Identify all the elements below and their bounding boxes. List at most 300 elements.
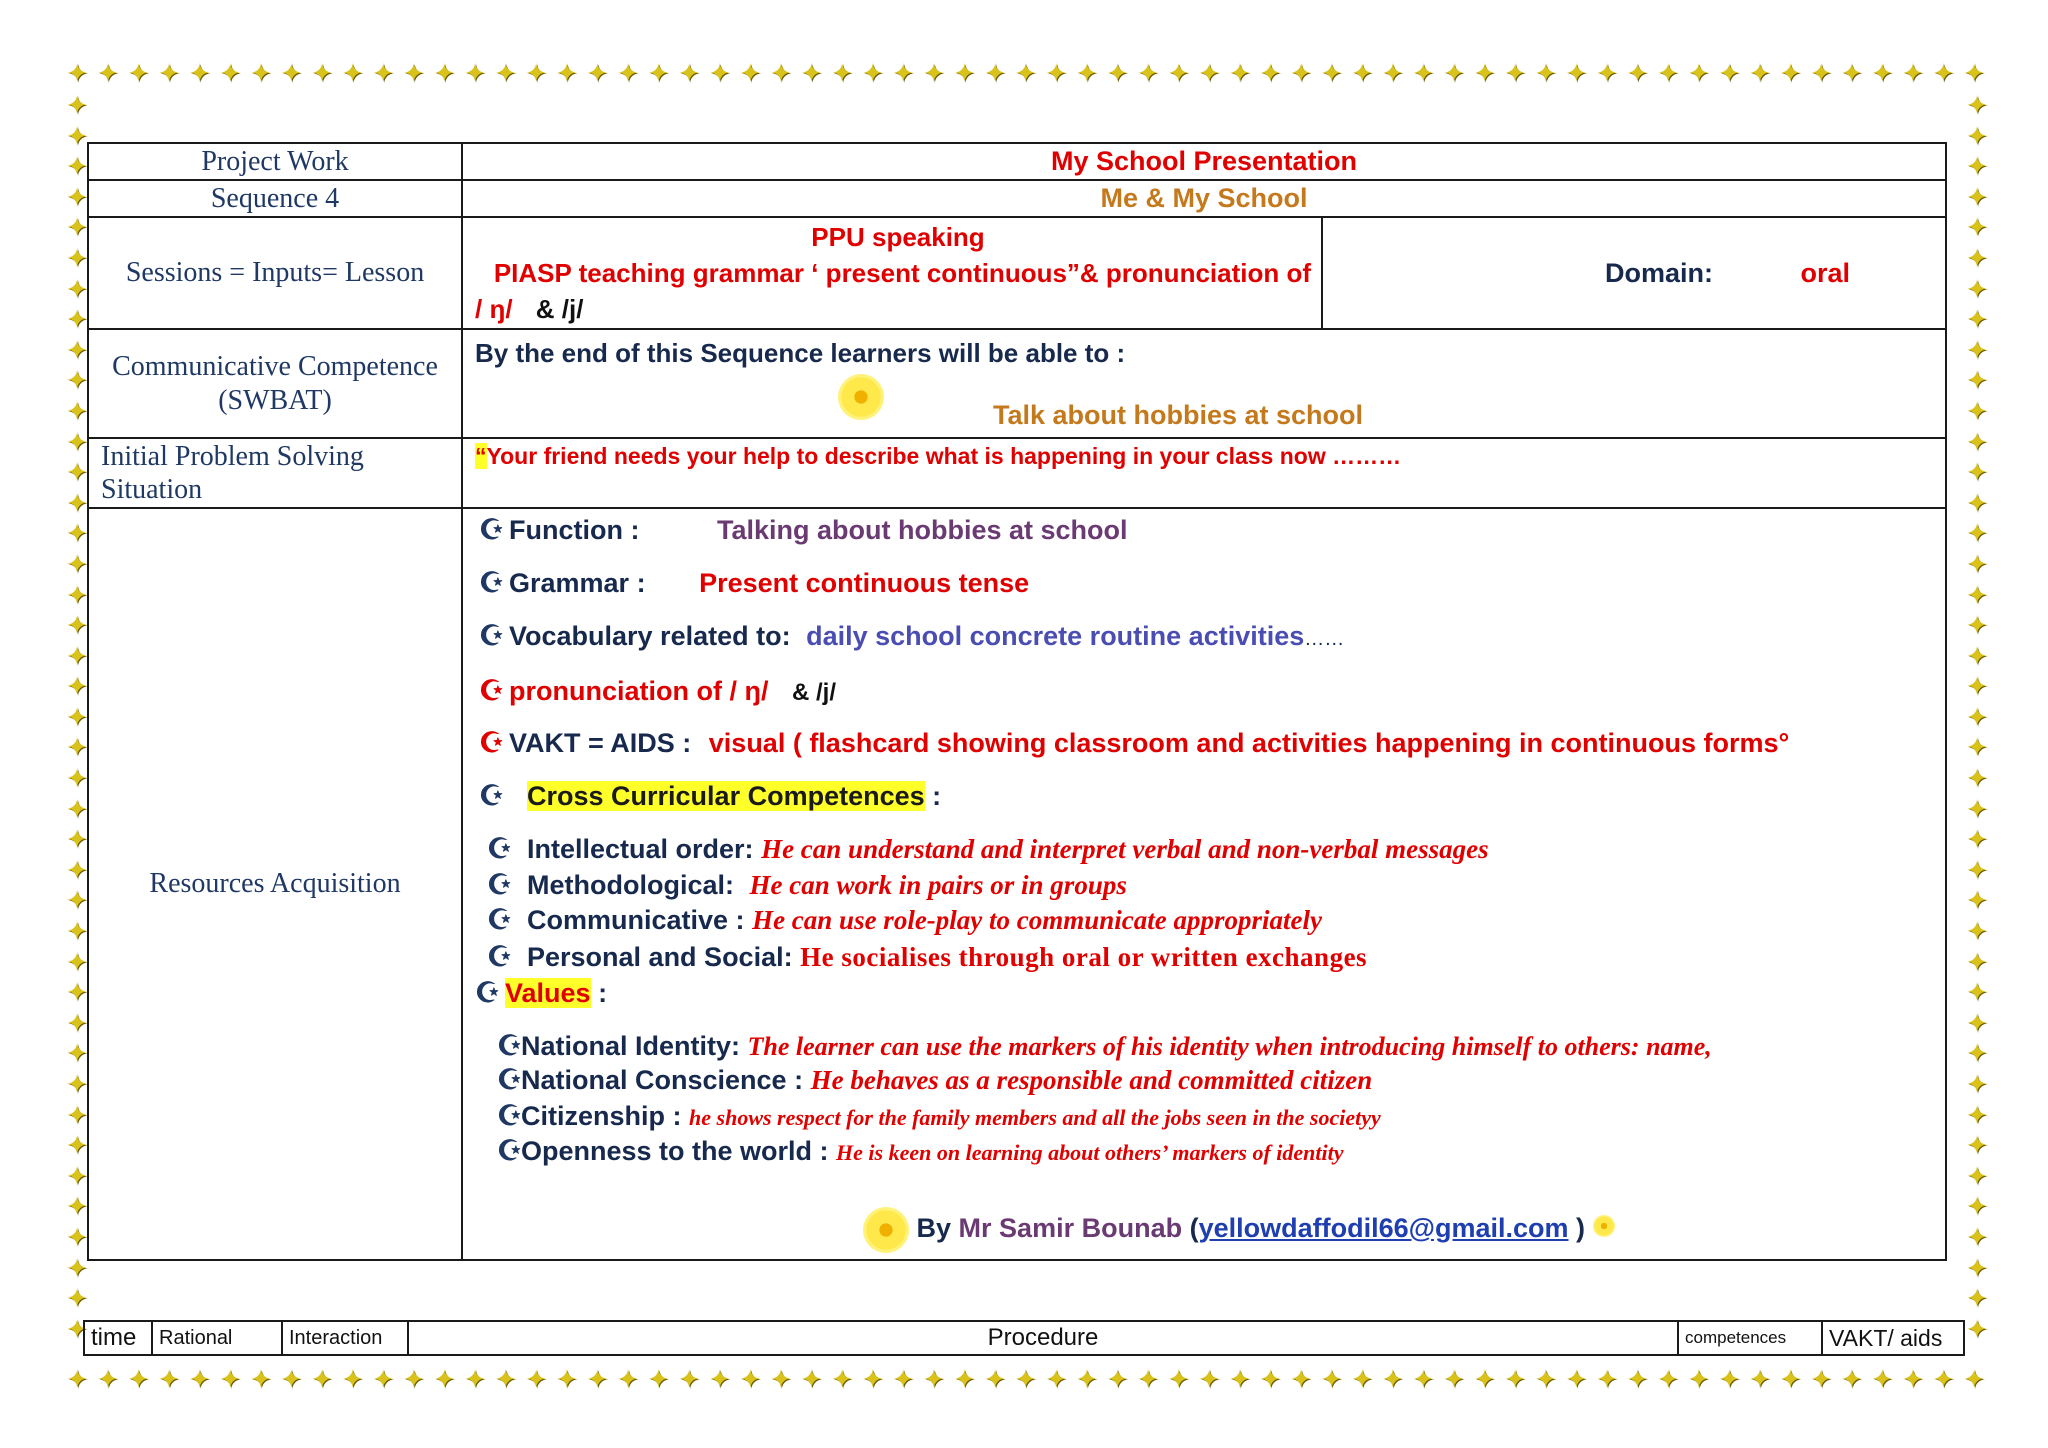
- star-figure-icon: ✦: [1963, 1364, 1985, 1394]
- star-figure-icon: ✦: [66, 426, 88, 457]
- star-figure-icon: ✦: [66, 824, 88, 855]
- star-figure-icon: ✦: [1412, 58, 1435, 88]
- star-figure-icon: ✦: [1045, 1364, 1068, 1394]
- star-figure-icon: ✦: [555, 58, 578, 88]
- star-figure-icon: ✦: [1966, 977, 1988, 1008]
- star-figure-icon: ✦: [1966, 273, 1988, 304]
- star-figure-icon: ✦: [1966, 1007, 1988, 1038]
- star-figure-icon: ✦: [464, 58, 486, 88]
- star-figure-icon: ✦: [1351, 58, 1374, 88]
- star-figure-icon: ✦: [1687, 58, 1710, 88]
- star-figure-icon: ✦: [678, 58, 701, 88]
- bullet-icon: ☪: [475, 977, 501, 1008]
- bullet-icon: ☪: [487, 833, 513, 864]
- star-figure-icon: ✦: [494, 58, 517, 88]
- star-figure-icon: ✦: [708, 1364, 731, 1394]
- star-figure-icon: ✦: [66, 90, 88, 120]
- bullet-icon: ☪: [497, 1030, 523, 1061]
- star-figure-icon: ✦: [1932, 1364, 1955, 1394]
- pronunciation-value: & /j/: [791, 679, 836, 706]
- star-figure-icon: ✦: [1626, 58, 1649, 88]
- vocabulary-value: daily school concrete routine activities: [806, 621, 1305, 651]
- openness-label: Openness to the world :: [521, 1136, 829, 1166]
- bullet-icon: ☪: [497, 1100, 523, 1131]
- star-figure-icon: ✦: [1966, 854, 1988, 885]
- star-figure-icon: ✦: [1966, 916, 1988, 947]
- star-figure-icon: ✦: [1902, 58, 1924, 88]
- domain-cell: [1322, 217, 1946, 329]
- star-figure-icon: ✦: [1626, 1364, 1649, 1394]
- star-figure-icon: ✦: [1137, 58, 1159, 88]
- star-figure-icon: ✦: [372, 58, 395, 88]
- ccc-colon: :: [932, 781, 942, 811]
- function-line: [479, 513, 1128, 546]
- session-line-1: PPU speaking: [811, 222, 985, 252]
- star-figure-icon: ✦: [372, 1364, 395, 1394]
- star-figure-icon: ✦: [341, 1364, 364, 1394]
- values-label: Values: [505, 978, 591, 1008]
- star-figure-icon: ✦: [1596, 58, 1618, 88]
- star-figure-icon: ✦: [1966, 487, 1988, 518]
- star-figure-icon: ✦: [1810, 1364, 1833, 1394]
- star-figure-icon: ✦: [66, 120, 88, 151]
- star-figure-icon: ✦: [66, 1099, 88, 1130]
- project-title: My School Presentation: [462, 143, 1946, 180]
- star-figure-icon: ✦: [66, 548, 88, 579]
- star-figure-icon: ✦: [800, 58, 823, 88]
- ng-phoneme: / ŋ/: [475, 294, 513, 324]
- star-figure-icon: ✦: [1749, 58, 1771, 88]
- national-identity-value: The learner can use the markers of his identity when introducing himself to others: name,: [747, 1032, 1712, 1061]
- star-figure-icon: ✦: [1228, 58, 1251, 88]
- communicative-line: [487, 903, 1322, 936]
- ccc-label: Cross Curricular Competences: [527, 781, 925, 811]
- lesson-plan-table: [87, 142, 1947, 1261]
- star-figure-icon: ✦: [1718, 58, 1741, 88]
- situation-text: Your friend needs your help to describe what is happening in your class now ………: [486, 443, 1402, 469]
- domain-value: oral: [1800, 257, 1851, 288]
- col-competences: competences: [1678, 1321, 1822, 1355]
- star-figure-icon: ✦: [249, 58, 272, 88]
- procedure-header-table: [83, 1320, 1965, 1356]
- intellectual-value: He can understand and interpret verbal and non-verbal messages: [761, 834, 1489, 864]
- star-figure-icon: ✦: [96, 1364, 119, 1394]
- star-figure-icon: ✦: [1963, 58, 1985, 88]
- competence-label-line1: Communicative Competence: [112, 350, 438, 382]
- personal-social-label: Personal and Social:: [527, 942, 793, 972]
- star-figure-icon: ✦: [66, 1191, 88, 1222]
- star-figure-icon: ✦: [1966, 1283, 1988, 1314]
- star-figure-icon: ✦: [1167, 58, 1190, 88]
- star-figure-icon: ✦: [66, 977, 88, 1008]
- star-figure-icon: ✦: [1966, 640, 1988, 671]
- personal-social-value: He socialises through oral or written exchanges: [800, 942, 1368, 972]
- bullet-icon: ☪: [479, 780, 505, 811]
- situation-quote-mark: “: [475, 443, 487, 469]
- col-time: time: [84, 1321, 152, 1355]
- star-figure-icon: ✦: [158, 58, 180, 88]
- situation-cell: [462, 438, 1946, 508]
- star-figure-icon: ✦: [96, 58, 119, 88]
- star-figure-icon: ✦: [1966, 946, 1988, 977]
- star-figure-icon: ✦: [861, 58, 884, 88]
- situation-label: [88, 438, 462, 508]
- author-line: [863, 1207, 1615, 1253]
- project-work-label: Project Work: [88, 143, 462, 180]
- star-figure-icon: ✦: [1106, 58, 1129, 88]
- star-figure-icon: ✦: [66, 1130, 88, 1161]
- star-figure-icon: ✦: [1718, 1364, 1741, 1394]
- national-conscience-label: National Conscience :: [521, 1065, 804, 1095]
- pronunciation-label: pronunciation of / ŋ/: [509, 676, 769, 706]
- star-figure-icon: ✦: [1473, 58, 1496, 88]
- bullet-icon: ☪: [479, 514, 505, 545]
- star-figure-icon: ✦: [1966, 610, 1988, 641]
- star-figure-icon: ✦: [1198, 58, 1221, 88]
- vocabulary-label: Vocabulary related to:: [509, 621, 791, 651]
- star-figure-icon: ✦: [66, 885, 88, 916]
- star-figure-icon: ✦: [647, 58, 670, 88]
- star-figure-icon: ✦: [1075, 58, 1098, 88]
- star-figure-icon: ✦: [66, 1252, 88, 1283]
- vakt-label: VAKT = AIDS :: [509, 728, 692, 758]
- star-figure-icon: ✦: [402, 58, 425, 88]
- author-name: Mr Samir Bounab: [958, 1213, 1183, 1244]
- bullet-icon: ☪: [487, 869, 513, 900]
- star-figure-icon: ✦: [1966, 1099, 1988, 1130]
- vakt-line: [479, 726, 1789, 759]
- star-figure-icon: ✦: [158, 1364, 180, 1394]
- star-figure-icon: ✦: [433, 58, 456, 88]
- star-figure-icon: ✦: [770, 1364, 792, 1394]
- star-figure-icon: ✦: [1871, 1364, 1894, 1394]
- daffodil-small-icon: [1593, 1215, 1615, 1237]
- sequence-title: Me & My School: [462, 180, 1946, 217]
- session-line-3: [475, 291, 1321, 327]
- star-figure-icon: ✦: [66, 579, 88, 610]
- star-figure-icon: ✦: [1504, 1364, 1527, 1394]
- star-figure-icon: ✦: [66, 946, 88, 977]
- star-figure-icon: ✦: [280, 1364, 303, 1394]
- star-figure-icon: ✦: [66, 457, 88, 488]
- star-figure-icon: ✦: [66, 1069, 88, 1099]
- star-figure-icon: ✦: [1966, 90, 1988, 120]
- star-figure-icon: ✦: [1259, 58, 1282, 88]
- star-figure-icon: ✦: [66, 242, 88, 273]
- star-figure-icon: ✦: [1167, 1364, 1190, 1394]
- star-figure-icon: ✦: [1259, 1364, 1282, 1394]
- page-border-right: [1962, 90, 1994, 1366]
- personal-social-line: [487, 940, 1367, 973]
- daffodil-icon: [838, 374, 884, 420]
- star-figure-icon: ✦: [1966, 1069, 1988, 1099]
- star-figure-icon: ✦: [1381, 58, 1404, 88]
- star-figure-icon: ✦: [188, 58, 211, 88]
- star-figure-icon: ✦: [66, 1283, 88, 1314]
- star-figure-icon: ✦: [1840, 1364, 1863, 1394]
- star-figure-icon: ✦: [494, 1364, 517, 1394]
- star-figure-icon: ✦: [66, 1038, 88, 1069]
- domain-label: Domain:: [1605, 257, 1713, 288]
- bullet-icon: ☪: [497, 1064, 523, 1095]
- star-figure-icon: ✦: [1966, 1221, 1988, 1252]
- sequence-label: Sequence 4: [88, 180, 462, 217]
- star-figure-icon: ✦: [984, 1364, 1006, 1394]
- star-figure-icon: ✦: [1657, 1364, 1680, 1394]
- daffodil-icon: [863, 1207, 909, 1253]
- bullet-icon: ☪: [479, 620, 505, 651]
- bullet-icon: ☪: [497, 1135, 523, 1166]
- communicative-label: Communicative :: [527, 905, 745, 935]
- star-figure-icon: ✦: [1687, 1364, 1710, 1394]
- star-figure-icon: ✦: [127, 58, 150, 88]
- national-identity-line: [497, 1029, 1712, 1062]
- page-border-top: [62, 58, 1992, 92]
- star-figure-icon: ✦: [1075, 1364, 1098, 1394]
- star-figure-icon: ✦: [617, 1364, 639, 1394]
- star-figure-icon: ✦: [1840, 58, 1863, 88]
- intellectual-label: Intellectual order:: [527, 834, 754, 864]
- star-figure-icon: ✦: [1351, 1364, 1374, 1394]
- session-line-2: PIASP teaching grammar ‘ present continuous”& pronunciation of: [493, 258, 1311, 288]
- star-figure-icon: ✦: [66, 1160, 88, 1191]
- star-figure-icon: ✦: [311, 1364, 333, 1394]
- star-figure-icon: ✦: [66, 793, 88, 824]
- ccc-line: [479, 779, 941, 812]
- star-figure-icon: ✦: [66, 1313, 88, 1344]
- national-conscience-line: [497, 1063, 1372, 1096]
- star-figure-icon: ✦: [1443, 58, 1465, 88]
- star-figure-icon: ✦: [1290, 58, 1312, 88]
- values-line: [475, 976, 607, 1009]
- star-figure-icon: ✦: [66, 763, 88, 794]
- star-figure-icon: ✦: [984, 58, 1006, 88]
- star-figure-icon: ✦: [1810, 58, 1833, 88]
- page-border-bottom: [62, 1364, 1992, 1398]
- star-figure-icon: ✦: [66, 610, 88, 641]
- star-figure-icon: ✦: [1045, 58, 1068, 88]
- star-figure-icon: ✦: [1014, 58, 1037, 88]
- star-figure-icon: ✦: [66, 518, 88, 549]
- star-figure-icon: ✦: [66, 334, 88, 365]
- star-figure-icon: ✦: [617, 58, 639, 88]
- author-by: By: [916, 1213, 952, 1244]
- star-figure-icon: ✦: [1106, 1364, 1129, 1394]
- author-email-link[interactable]: yellowdaffodil66@gmail.com: [1198, 1213, 1569, 1244]
- star-figure-icon: ✦: [892, 1364, 915, 1394]
- star-figure-icon: ✦: [66, 273, 88, 304]
- star-figure-icon: ✦: [708, 58, 731, 88]
- star-figure-icon: ✦: [311, 58, 333, 88]
- star-figure-icon: ✦: [1320, 1364, 1343, 1394]
- competence-intro: By the end of this Sequence learners will be able to :: [475, 338, 1126, 368]
- star-figure-icon: ✦: [1779, 1364, 1802, 1394]
- star-figure-icon: ✦: [1198, 1364, 1221, 1394]
- grammar-value: Present continuous tense: [699, 568, 1030, 598]
- author-paren-close: ): [1576, 1213, 1586, 1244]
- star-figure-icon: ✦: [953, 58, 976, 88]
- col-vakt-aids: VAKT/ aids: [1822, 1321, 1964, 1355]
- star-figure-icon: ✦: [1902, 1364, 1924, 1394]
- star-figure-icon: ✦: [1966, 1160, 1988, 1191]
- star-figure-icon: ✦: [66, 304, 88, 335]
- star-figure-icon: ✦: [66, 732, 88, 763]
- star-figure-icon: ✦: [678, 1364, 701, 1394]
- star-figure-icon: ✦: [953, 1364, 976, 1394]
- star-figure-icon: ✦: [66, 151, 88, 182]
- competence-label-line2: (SWBAT): [218, 384, 332, 416]
- competence-goal: Talk about hobbies at school: [993, 400, 1364, 430]
- citizenship-label: Citizenship :: [521, 1101, 682, 1131]
- star-figure-icon: ✦: [1565, 58, 1588, 88]
- star-figure-icon: ✦: [1966, 1191, 1988, 1222]
- openness-line: [497, 1134, 1344, 1167]
- star-figure-icon: ✦: [1966, 457, 1988, 488]
- star-figure-icon: ✦: [1966, 1130, 1988, 1161]
- star-figure-icon: ✦: [555, 1364, 578, 1394]
- vocabulary-line: [479, 619, 1344, 652]
- star-figure-icon: ✦: [892, 58, 915, 88]
- methodological-value: He can work in pairs or in groups: [749, 870, 1127, 900]
- methodological-label: Methodological:: [527, 870, 734, 900]
- pronunciation-line: [479, 674, 836, 707]
- col-interaction: Interaction: [282, 1321, 408, 1355]
- intellectual-line: [487, 832, 1489, 865]
- star-figure-icon: ✦: [1565, 1364, 1588, 1394]
- star-figure-icon: ✦: [1966, 334, 1988, 365]
- star-figure-icon: ✦: [249, 1364, 272, 1394]
- star-figure-icon: ✦: [1228, 1364, 1251, 1394]
- star-figure-icon: ✦: [1966, 763, 1988, 794]
- star-figure-icon: ✦: [1966, 548, 1988, 579]
- sessions-label: Sessions = Inputs= Lesson: [88, 217, 462, 329]
- citizenship-line: [497, 1099, 1381, 1132]
- star-figure-icon: ✦: [1473, 1364, 1496, 1394]
- vakt-value: visual ( flashcard showing classroom and activities happening in continuous forms°: [708, 728, 1790, 758]
- star-figure-icon: ✦: [66, 181, 88, 212]
- star-figure-icon: ✦: [433, 1364, 456, 1394]
- star-figure-icon: ✦: [1534, 1364, 1557, 1394]
- star-figure-icon: ✦: [1966, 151, 1988, 182]
- situation-label-line2: Situation: [101, 474, 203, 505]
- star-figure-icon: ✦: [1932, 58, 1955, 88]
- star-figure-icon: ✦: [66, 395, 88, 426]
- star-figure-icon: ✦: [1966, 181, 1988, 212]
- star-figure-icon: ✦: [525, 58, 548, 88]
- star-figure-icon: ✦: [1966, 824, 1988, 855]
- star-figure-icon: ✦: [66, 854, 88, 885]
- star-figure-icon: ✦: [280, 58, 303, 88]
- competence-cell: [462, 329, 1946, 438]
- star-figure-icon: ✦: [1381, 1364, 1404, 1394]
- star-figure-icon: ✦: [66, 212, 88, 243]
- j-phoneme: & /j/: [535, 294, 584, 324]
- resources-label: Resources Acquisition: [88, 508, 462, 1260]
- star-figure-icon: ✦: [800, 1364, 823, 1394]
- star-figure-icon: ✦: [188, 1364, 211, 1394]
- situation-label-line1: Initial Problem Solving: [101, 441, 364, 472]
- star-figure-icon: ✦: [66, 1221, 88, 1252]
- star-figure-icon: ✦: [923, 58, 945, 88]
- star-figure-icon: ✦: [66, 487, 88, 518]
- values-colon: :: [598, 978, 608, 1008]
- star-figure-icon: ✦: [1966, 671, 1988, 702]
- star-figure-icon: ✦: [219, 1364, 242, 1394]
- star-figure-icon: ✦: [861, 1364, 884, 1394]
- star-figure-icon: ✦: [1779, 58, 1802, 88]
- star-figure-icon: ✦: [66, 671, 88, 702]
- star-figure-icon: ✦: [66, 58, 89, 88]
- star-figure-icon: ✦: [127, 1364, 150, 1394]
- author-paren-open: (: [1189, 1213, 1199, 1244]
- methodological-line: [487, 868, 1127, 901]
- star-figure-icon: ✦: [1966, 732, 1988, 763]
- star-figure-icon: ✦: [1966, 120, 1988, 151]
- star-figure-icon: ✦: [586, 1364, 609, 1394]
- star-figure-icon: ✦: [1966, 885, 1988, 916]
- star-figure-icon: ✦: [1290, 1364, 1312, 1394]
- grammar-line: [479, 566, 1029, 599]
- function-value: Talking about hobbies at school: [716, 515, 1128, 545]
- star-figure-icon: ✦: [831, 1364, 854, 1394]
- communicative-value: He can use role-play to communicate appropriately: [752, 905, 1323, 935]
- star-figure-icon: ✦: [739, 58, 762, 88]
- star-figure-icon: ✦: [1657, 58, 1680, 88]
- star-figure-icon: ✦: [1966, 518, 1988, 549]
- star-figure-icon: ✦: [1966, 304, 1988, 335]
- bullet-icon: ☪: [479, 727, 505, 758]
- bullet-icon: ☪: [479, 675, 505, 706]
- star-figure-icon: ✦: [1749, 1364, 1771, 1394]
- star-figure-icon: ✦: [1966, 365, 1988, 396]
- bullet-icon: ☪: [487, 941, 513, 972]
- grammar-label: Grammar :: [509, 568, 646, 598]
- star-figure-icon: ✦: [219, 58, 242, 88]
- col-procedure: Procedure: [408, 1321, 1678, 1355]
- star-figure-icon: ✦: [770, 58, 792, 88]
- star-figure-icon: ✦: [1871, 58, 1894, 88]
- star-figure-icon: ✦: [66, 640, 88, 671]
- star-figure-icon: ✦: [1966, 701, 1988, 732]
- session-cell: [462, 217, 1322, 329]
- star-figure-icon: ✦: [1966, 395, 1988, 426]
- function-label: Function :: [509, 515, 640, 545]
- col-rational: Rational: [152, 1321, 282, 1355]
- star-figure-icon: ✦: [1966, 212, 1988, 243]
- star-figure-icon: ✦: [647, 1364, 670, 1394]
- star-figure-icon: ✦: [402, 1364, 425, 1394]
- national-identity-label: National Identity:: [521, 1031, 741, 1061]
- star-figure-icon: ✦: [739, 1364, 762, 1394]
- vocabulary-dots: ……: [1304, 628, 1345, 650]
- star-figure-icon: ✦: [66, 916, 88, 947]
- bullet-icon: ☪: [479, 567, 505, 598]
- star-figure-icon: ✦: [1966, 242, 1988, 273]
- star-figure-icon: ✦: [1320, 58, 1343, 88]
- star-figure-icon: ✦: [586, 58, 609, 88]
- star-figure-icon: ✦: [1966, 1038, 1988, 1069]
- star-figure-icon: ✦: [1966, 1252, 1988, 1283]
- citizenship-value: he shows respect for the family members and all the jobs seen in the societyy: [689, 1105, 1381, 1130]
- star-figure-icon: ✦: [66, 701, 88, 732]
- star-figure-icon: ✦: [1014, 1364, 1037, 1394]
- star-figure-icon: ✦: [464, 1364, 486, 1394]
- star-figure-icon: ✦: [1534, 58, 1557, 88]
- star-figure-icon: ✦: [1966, 1313, 1988, 1344]
- resources-cell: [462, 508, 1946, 1260]
- bullet-icon: ☪: [487, 904, 513, 935]
- star-figure-icon: ✦: [1966, 793, 1988, 824]
